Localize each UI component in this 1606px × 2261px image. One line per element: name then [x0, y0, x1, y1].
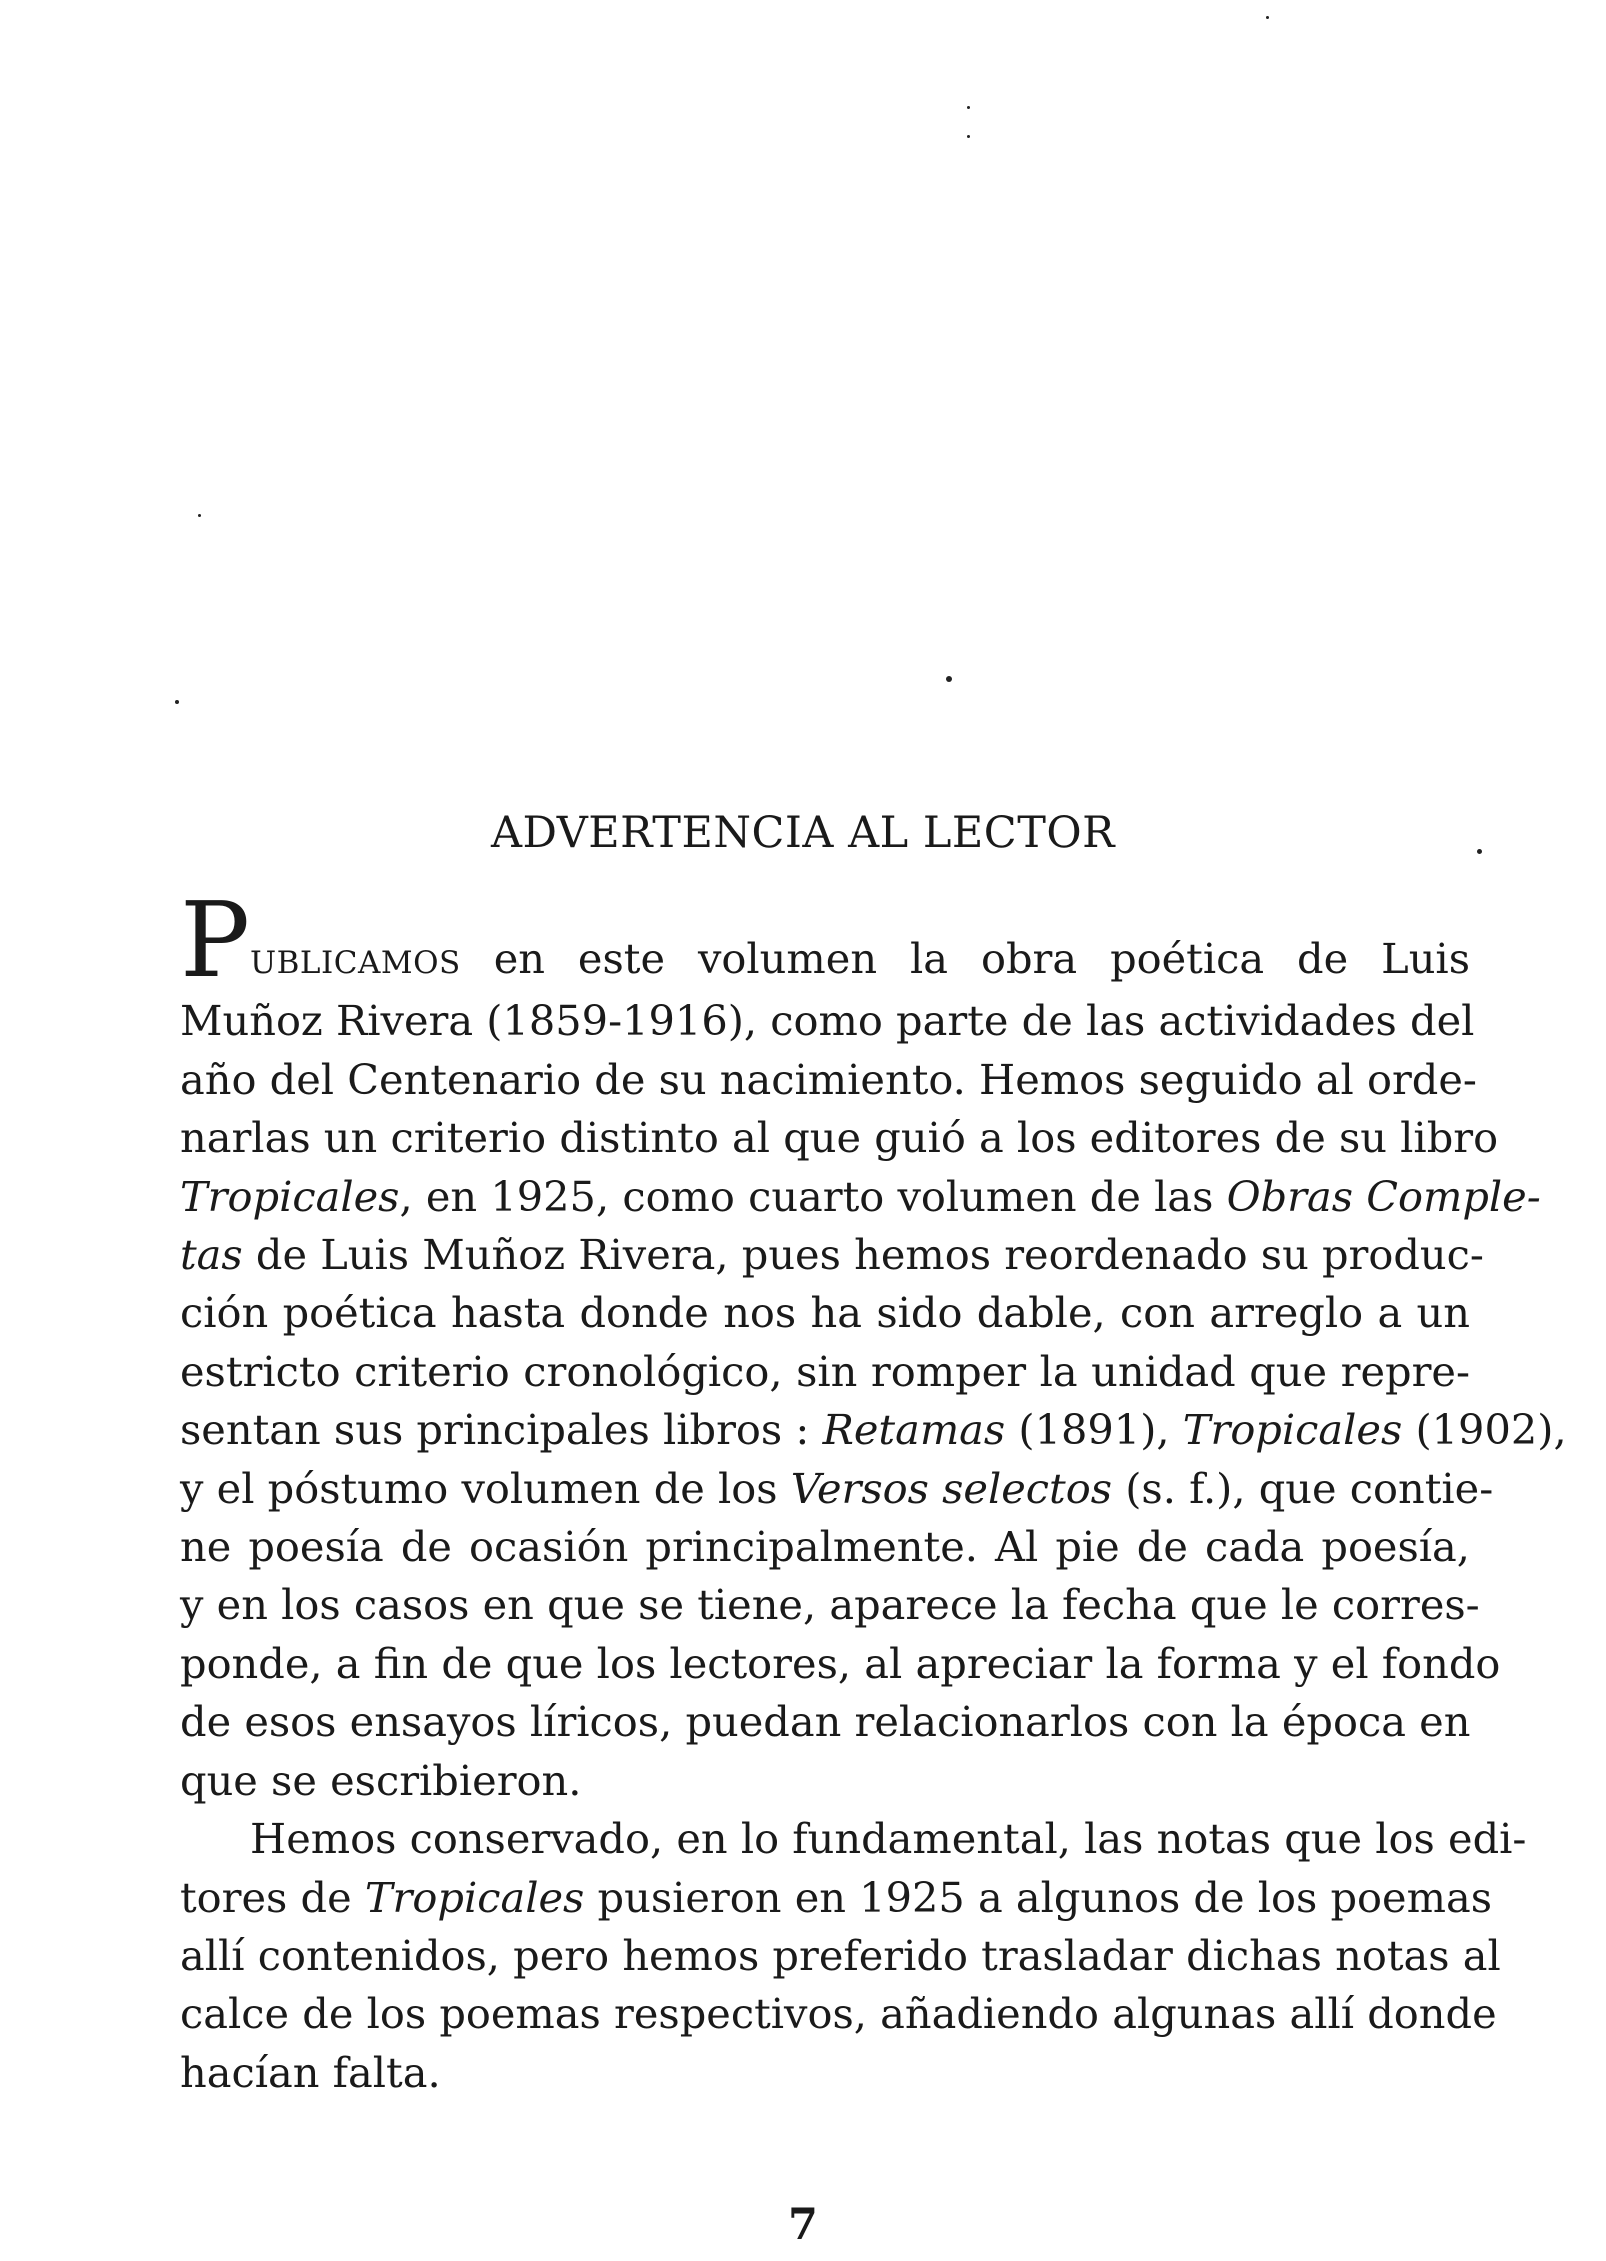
scan-speck [967, 106, 970, 109]
text-line [180, 1810, 1527, 1868]
text-segment: ponde, a fin de que los lectores, al apreciar la forma y el fondo [180, 1638, 1501, 1688]
text-segment: Hemos conservado, en lo fundamental, las notas que los edi- [250, 1814, 1527, 1864]
drop-cap: P [180, 879, 250, 1001]
text-segment: ción poética hasta donde nos ha sido dable, con arreglo a un [180, 1288, 1470, 1338]
text-segment: allí contenidos, pero hemos preferido trasladar dichas notas al [180, 1930, 1501, 1980]
italic-title: tas [180, 1230, 243, 1280]
paragraph-2 [180, 1810, 1527, 2102]
text-line [180, 1460, 1494, 1518]
italic-title: Retamas [822, 1405, 1006, 1455]
scan-speck [1266, 16, 1269, 19]
text-line [180, 1109, 1499, 1167]
text-segment: tores de [180, 1872, 365, 1922]
text-segment: pusieron en 1925 a algunos de los poemas [584, 1872, 1492, 1922]
text-segment: y el póstumo volumen de los [180, 1463, 791, 1513]
text-segment: de Luis Muñoz Rivera, pues hemos reordenado su produc- [242, 1230, 1484, 1280]
text-line [180, 1927, 1501, 1985]
italic-title: Versos selectos [790, 1463, 1113, 1513]
text-line [180, 1518, 1470, 1576]
text-line [180, 992, 1475, 1050]
text-segment: hacían falta. [180, 2047, 441, 2097]
text-segment: y en los casos en que se tiene, aparece la fecha que le corres- [180, 1580, 1480, 1630]
text-line [180, 1401, 1567, 1459]
text-segment: que se escribieron. [180, 1755, 582, 1805]
text-segment: , en 1925, como cuarto volumen de las [399, 1171, 1227, 1221]
text-line [180, 1985, 1497, 2043]
text-segment: (1902), [1402, 1405, 1567, 1455]
text-line [180, 2044, 1470, 2102]
text-segment: ne poesía de ocasión principalmente. Al pie de cada poesía, [180, 1522, 1470, 1572]
page-title: ADVERTENCIA AL LECTOR [490, 808, 1116, 858]
scan-speck [198, 514, 201, 517]
small-caps-word: UBLICAMOS [249, 945, 461, 981]
scan-speck [946, 676, 952, 682]
text-segment: narlas un criterio distinto al que guió a los editores de su libro [180, 1113, 1499, 1163]
text-segment: calce de los poemas respectivos, añadiendo algunas allí donde [180, 1989, 1497, 2039]
text-line [180, 1635, 1501, 1693]
italic-title: Tropicales [364, 1872, 585, 1922]
paragraph-1 [180, 879, 1567, 1810]
text-line [180, 1693, 1470, 1751]
text-segment: de esos ensayos líricos, puedan relacionarlos con la época en [180, 1697, 1471, 1747]
italic-title: Tropicales [180, 1171, 400, 1221]
text-line [180, 1752, 1470, 1810]
text-line [180, 1226, 1484, 1284]
body-text [180, 879, 1567, 2102]
text-line [180, 879, 1470, 1001]
text-segment: Muñoz Rivera (1859-1916), como parte de las actividades del [180, 996, 1475, 1046]
page-number: 7 [788, 2200, 818, 2250]
text-line [180, 1343, 1470, 1401]
italic-title: Tropicales [1182, 1405, 1403, 1455]
text-segment: en este volumen la obra poética de Luis [460, 934, 1470, 983]
text-segment: año del Centenario de su nacimiento. Hemos seguido al orde- [180, 1054, 1477, 1104]
text-line [180, 1168, 1541, 1226]
text-segment: estricto criterio cronológico, sin romper la unidad que repre- [180, 1346, 1470, 1396]
text-segment: sentan sus principales libros : [180, 1405, 823, 1455]
italic-title: Obras Comple- [1226, 1171, 1541, 1221]
scan-speck [967, 135, 970, 138]
text-line [180, 1051, 1477, 1109]
text-segment: (s. f.), que contie- [1112, 1463, 1494, 1513]
text-line [180, 1284, 1470, 1342]
text-line [180, 1869, 1492, 1927]
text-segment: (1891), [1005, 1405, 1183, 1455]
scan-speck [175, 700, 179, 704]
text-line [180, 1576, 1480, 1634]
